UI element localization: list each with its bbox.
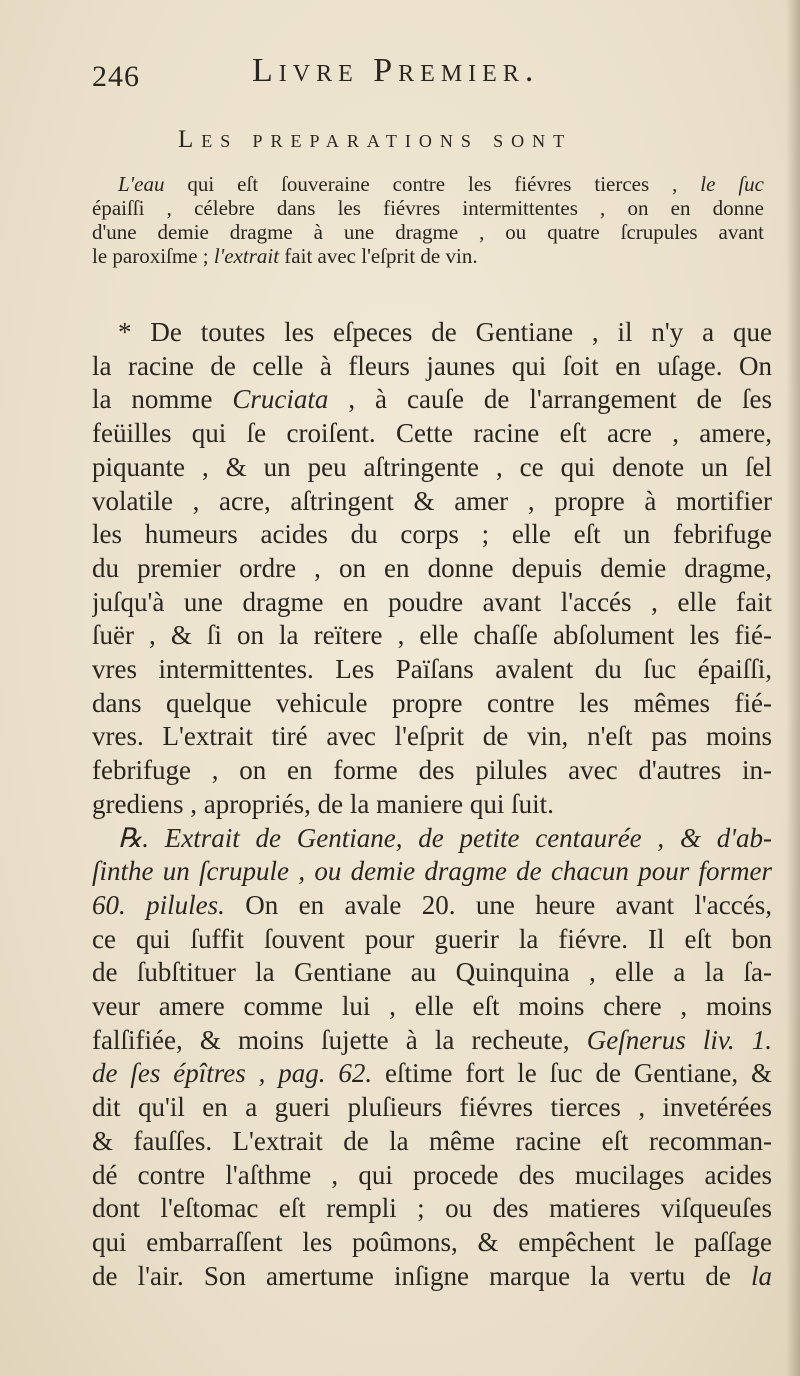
small-line-4: le paroxiſme ; l'extrait fait avec l'eſprit de vin. xyxy=(92,244,478,268)
text-line: de l'air. Son amertume inſigne marque la vertu de la xyxy=(92,1260,772,1291)
text-line: dans quelque vehicule propre contre les mêmes fié- xyxy=(92,687,772,718)
text-line: dont l'eſtomac eſt rempli ; ou des matieres viſqueuſes xyxy=(92,1193,772,1224)
text-line: * De toutes les eſpeces de Gentiane , il n'y a que xyxy=(118,317,772,347)
small-line-2: épaiſſi , célebre dans les fiévres intermittentes , on en donne xyxy=(92,196,764,220)
text-line: 60. pilules. On en avale 20. une heure avant l'accés, xyxy=(92,889,772,920)
main-paragraph xyxy=(92,316,772,1293)
text-line: juſqu'à une dragme en poudre avant l'accés , elle fait xyxy=(92,586,772,617)
text-line: du premier ordre , on en donne depuis demie dragme, xyxy=(92,552,772,583)
text-line: de ſes épîtres , pag. 62. eſtime fort le ſuc de Gentiane, & xyxy=(92,1058,772,1089)
recipe-line: ℞. Extrait de Gentiane, de petite centaurée , & d'ab- xyxy=(118,822,772,853)
page-edge-shadow xyxy=(786,0,800,1376)
small-line-1: L'eau qui eſt ſouveraine contre les fiévres tierces , le ſuc xyxy=(118,172,764,196)
text-line: la nomme Cruciata , à cauſe de l'arrangement de ſes xyxy=(92,384,772,415)
text-line: febrifuge , on en forme des pilules avec d'autres in- xyxy=(92,755,772,786)
small-line-3: d'une demie dragme à une dragme , ou quatre ſcrupules avant xyxy=(92,220,764,244)
text-line: grediens , apropriés, de la maniere qui ſuit. xyxy=(92,788,554,819)
running-title: Livre Premier. xyxy=(252,52,540,89)
text-line: ce qui ſuffit ſouvent pour guerir la fiévre. Il eſt bon xyxy=(92,923,772,954)
text-line: vres intermittentes. Les Païſans avalent du ſuc épaiſſi, xyxy=(92,654,772,685)
running-head xyxy=(92,52,732,100)
text-line: dé contre l'aſthme , qui procede des mucilages acides xyxy=(92,1159,772,1190)
text-line: les humeurs acides du corps ; elle eſt un febrifuge xyxy=(92,519,772,550)
section-title: Les preparations sont xyxy=(178,126,573,153)
text-line: veur amere comme lui , elle eſt moins chere , moins xyxy=(92,991,772,1022)
text-line: ſuër , & ſi on la reïtere , elle chaſſe abſolument les fié- xyxy=(92,620,772,651)
text-line: de ſubſtituer la Gentiane au Quinquina , elle a la ſa- xyxy=(92,957,772,988)
text-line: feüilles qui ſe croiſent. Cette racine eſt acre , amere, xyxy=(92,418,772,449)
text-line: & fauſſes. L'extrait de la même racine eſt recomman- xyxy=(92,1125,772,1156)
text-line: falſifiée, & moins ſujette à la recheute, Geſnerus liv. 1. xyxy=(92,1024,772,1055)
text-line: la racine de celle à fleurs jaunes qui ſoit en uſage. On xyxy=(92,350,772,381)
page-number: 246 xyxy=(92,60,140,93)
text-line: vres. L'extrait tiré avec l'eſprit de vin, n'eſt pas moins xyxy=(92,721,772,752)
recipe-line: ſinthe un ſcrupule , ou demie dragme de chacun pour former xyxy=(92,856,772,887)
text-line: qui embarraſſent les poûmons, & empêchent le paſſage xyxy=(92,1226,772,1257)
text-line: dit qu'il en a gueri pluſieurs fiévres tierces , invetérées xyxy=(92,1092,772,1123)
text-line: volatile , acre, aſtringent & amer , propre à mortifier xyxy=(92,485,772,516)
small-print-paragraph xyxy=(92,172,764,268)
text-line: piquante , & un peu aſtringente , ce qui denote un ſel xyxy=(92,451,772,482)
